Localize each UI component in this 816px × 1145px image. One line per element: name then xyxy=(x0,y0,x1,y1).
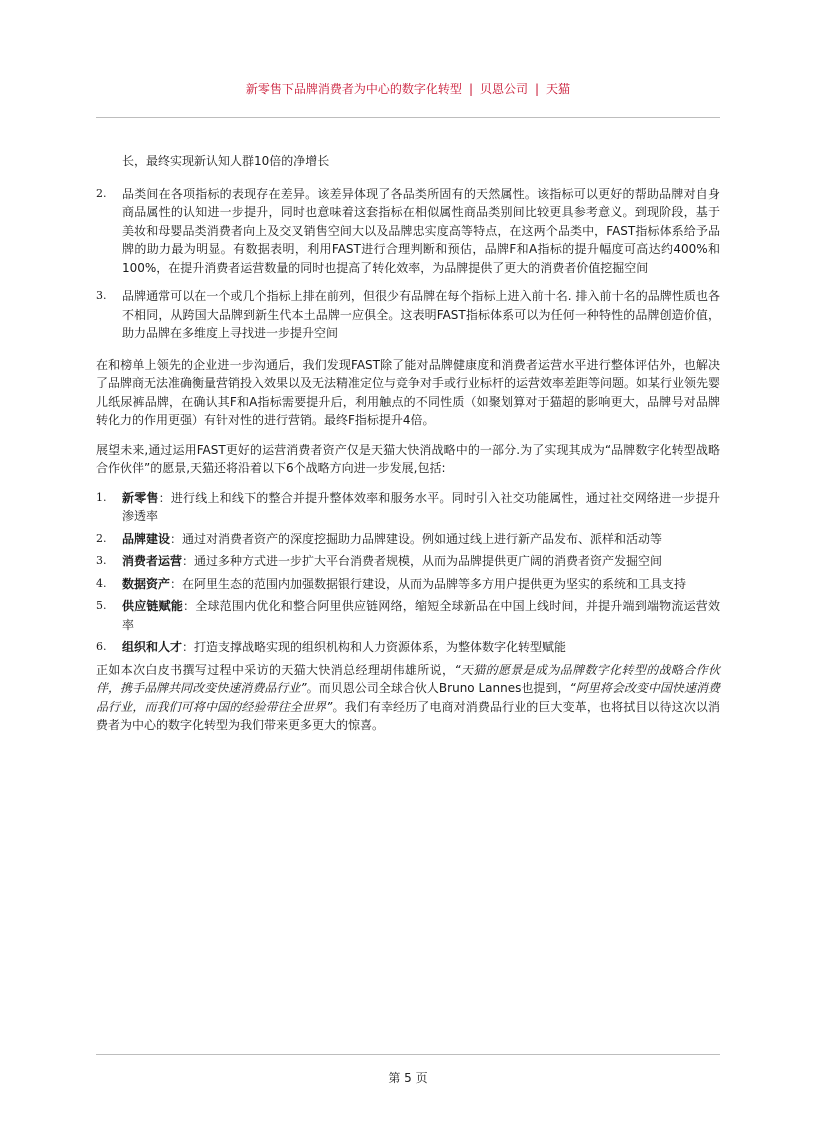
header-partner: 天猫 xyxy=(546,82,571,96)
list-item-title: 新零售 xyxy=(122,490,159,505)
list-item-continuation xyxy=(96,152,720,171)
footer-divider xyxy=(96,1054,720,1055)
list-item xyxy=(96,552,720,571)
header-divider xyxy=(96,117,720,118)
continuation-text: 长，最终实现新认知人群10倍的净增长 xyxy=(122,154,330,168)
list-item xyxy=(96,575,720,594)
list-item xyxy=(96,287,720,343)
quote: “阿里将会改变中国快速消费品行业，而我们可将中国的经验带往全世界” xyxy=(96,681,721,714)
list-item xyxy=(96,530,720,549)
list-item-text: 品类间在各项指标的表现存在差异。该差异体现了各品类所固有的天然属性。该指标可以更好的帮助品牌对自身商品属性的认知进一步提升，同时也意味着这套指标在相似属性商品类别间比较更具参考意义。到现阶段，基于美妆和母婴品类消费者向上及交叉销售空间大以及品牌忠实度高等特点，在这两个品类中，FAST指标体系给予品牌的助力最为明显。有数据表明，利用FAST进行合理判断和预估，品牌F和A指标的提升幅度可高达约400%和100%，在提升消费者运营数量的同时也提高了转化效率，为品牌提供了更大的消费者价值挖掘空间 xyxy=(122,186,720,275)
paragraph: 展望未来,通过运用FAST更好的运营消费者资产仅是天猫大快消战略中的一部分.为了实现其成为“品牌数字化转型战略合作伙伴”的愿景,天猫还将沿着以下6个战略方向进一步发展,包括: xyxy=(96,442,720,475)
list-number: 2. xyxy=(96,186,107,200)
quote: “天猫的愿景是成为品牌数字化转型的战略合作伙伴，携手品牌共同改变快速消费品行业” xyxy=(96,662,720,695)
list-item xyxy=(96,638,720,657)
header-separator: | xyxy=(535,82,540,96)
list-item xyxy=(96,489,720,526)
strategy-list xyxy=(96,489,720,657)
list-item-title: 数据资产 xyxy=(122,576,171,591)
page-body xyxy=(96,152,720,746)
closing-text: 正如本次白皮书撰写过程中采访的天猫大快消总经理胡伟雄所说， xyxy=(96,662,455,677)
list-item-title: 品牌建设 xyxy=(122,531,171,546)
list-item-text: ：进行线上和线下的整合并提升整体效率和服务水平。同时引入社交功能属性，通过社交网络进一步提升渗透率 xyxy=(122,490,720,523)
list-item-title: 供应链赋能 xyxy=(122,599,184,613)
page-header xyxy=(96,81,720,97)
header-separator: | xyxy=(468,82,473,96)
list-item-text: ：通过对消费者资产的深度挖掘助力品牌建设。例如通过线上进行新产品发布、派样和活动等 xyxy=(170,531,663,546)
page-number: 第 5 页 xyxy=(388,1071,428,1085)
closing-text: 。我们有幸经历了电商对消费品行业的巨大变革，也将拭目以待这次以消费者为中心的数字化转型为我们带来更多更大的惊喜。 xyxy=(96,699,720,732)
list-number: 6. xyxy=(96,640,107,653)
closing-text: 。而贝恩公司全球合伙人Bruno Lannes也提到， xyxy=(306,681,570,695)
list-item-title: 消费者运营 xyxy=(122,554,183,568)
paragraph: 在和榜单上领先的企业进一步沟通后，我们发现FAST除了能对品牌健康度和消费者运营水平进行整体评估外，也解决了品牌商无法准确衡量营销投入效果以及无法精准定位与竞争对手或行业标杆的运营效率差距等问题。如某行业领先婴儿纸尿裤品牌，在确认其F和A指标需要提升后，利用触点的不同性质（如聚划算对于猫超的影响更大，品牌号对品牌转化力的作用更强）有针对性的进行营销。最终F指标提升4倍。 xyxy=(96,357,721,427)
list-item xyxy=(96,597,720,634)
header-company: 贝恩公司 xyxy=(479,82,528,96)
list-item-text: ：在阿里生态的范围内加强数据银行建设，从而为品牌等多方用户提供更为坚实的系统和工具支持 xyxy=(170,576,687,591)
list-number: 2. xyxy=(96,531,107,545)
list-item xyxy=(96,185,720,278)
list-item-text: ：全球范围内优化和整合阿里供应链网络，缩短全球新品在中国上线时间，并提升端到端物流运营效率 xyxy=(122,599,720,632)
list-number: 5. xyxy=(96,599,107,612)
closing-paragraph xyxy=(96,661,720,735)
list-item-text: ：通过多种方式进一步扩大平台消费者规模，从而为品牌提供更广阔的消费者资产发掘空间 xyxy=(182,554,663,568)
list-number: 3. xyxy=(96,554,107,567)
list-item-title: 组织和人才 xyxy=(122,640,183,654)
list-item-text: ：打造支撑战略实现的组织机构和人力资源体系，为整体数字化转型赋能 xyxy=(182,640,567,654)
list-item-text: 品牌通常可以在一个或几个指标上排在前列，但很少有品牌在每个指标上进入前十名. 排入前十名的品牌性质也各不相同，从跨国大品牌到新生代本土品牌一应俱全。这表明FAST指标体系可以为任何一种特性的品牌创造价值，助力品牌在多维度上寻找进一步提升空间 xyxy=(122,289,720,340)
header-title: 新零售下品牌消费者为中心的数字化转型 xyxy=(245,82,462,96)
list-number: 1. xyxy=(96,490,107,504)
list-number: 3. xyxy=(96,289,107,302)
list-number: 4. xyxy=(96,576,107,590)
